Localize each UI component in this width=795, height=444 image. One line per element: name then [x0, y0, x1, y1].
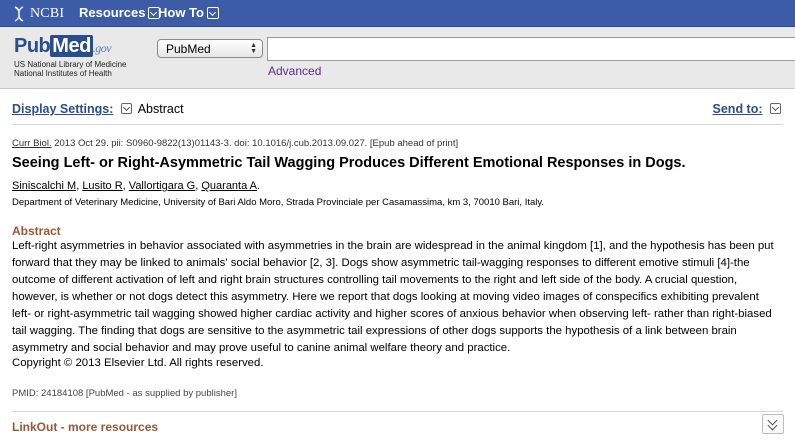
ncbi-logo-text: NCBI	[30, 5, 65, 21]
citation-line	[12, 138, 458, 149]
pubmed-logo[interactable]	[14, 35, 127, 78]
abstract-heading: Abstract	[12, 224, 61, 238]
ncbi-top-bar	[0, 0, 795, 27]
divider	[12, 411, 783, 412]
chevron-down-icon	[207, 7, 219, 19]
citation-details: 2013 Oct 29. pii: S0960-9822(13)01143-3. doi: 10.1016/j.cub.2013.09.027. [Epub ahead of print]	[51, 138, 459, 149]
advanced-search-link[interactable]: Advanced	[268, 64, 322, 78]
article-title: Seeing Left- or Right-Asymmetric Tail Wagging Produces Different Emotional Responses in Dogs.	[12, 155, 686, 171]
expand-toggle[interactable]	[762, 414, 784, 434]
logo-pub: Pub	[14, 35, 51, 57]
send-to-menu[interactable]	[713, 102, 784, 116]
nlm-text	[14, 60, 127, 78]
journal-link[interactable]: Curr Biol.	[12, 138, 52, 149]
updown-arrows-icon: ▲ ▼	[250, 42, 257, 55]
abstract-text: Left-right asymmetries in behavior associated with asymmetries in the brain are widespread in the animal kingdom [1], and the hypothesis has been put forward that they may be linked to animals' social behavior [2, 3]. Dogs show asymmetric tail-wagging responses to different emotive stimuli [4]-the outcome of different activation of left and right brain structures controlling tail movements to the right and left side of the body. A crucial question, however, is whether or not dogs detect this asymmetry. Here we report that dogs looking at moving video images of conspecifics exhibiting prevalent left- or right-asymmetric tail wagging showed higher cardiac activity and higher scores of anxious behavior when observing left- rather than right-biased tail wagging. The finding that dogs are sensitive to the asymmetric tail expressions of other dogs supports the hypothesis of a link between brain asymmetry and social behavior and may prove useful to canine animal welfare theory and practice.	[12, 240, 774, 354]
chevron-down-icon[interactable]	[770, 103, 781, 114]
logo-med: Med	[52, 35, 91, 57]
linkout-more: - more resources	[57, 420, 159, 434]
linkout-section[interactable]	[12, 420, 158, 434]
database-select-value: PubMed	[166, 42, 211, 56]
linkout-label: LinkOut	[12, 420, 58, 434]
chevron-down-icon[interactable]	[121, 103, 132, 114]
dna-helix-icon	[12, 6, 26, 22]
divider	[12, 124, 783, 125]
display-settings-link[interactable]: Display Settings:	[12, 102, 114, 116]
search-input[interactable]	[267, 37, 795, 61]
logo-gov: .gov	[92, 41, 112, 55]
author-link[interactable]: Quaranta A	[201, 180, 258, 192]
author-list: Siniscalchi M, Lusito R, Vallortigara G, Quaranta A.	[12, 180, 261, 192]
resources-label: Resources	[79, 5, 146, 20]
author-link[interactable]: Lusito R	[82, 180, 123, 192]
display-format-value: Abstract	[137, 102, 184, 116]
pmid-line: PMID: 24184108 [PubMed - as supplied by publisher]	[12, 388, 237, 399]
database-select[interactable]	[157, 39, 263, 58]
nlm-line-2: National Institutes of Health	[14, 69, 112, 78]
display-settings-row	[12, 102, 784, 120]
author-link[interactable]: Siniscalchi M	[12, 180, 77, 192]
ncbi-logo[interactable]	[12, 5, 64, 22]
copyright-notice: Copyright © 2013 Elsevier Ltd. All rights reserved.	[12, 357, 264, 369]
send-to-label[interactable]: Send to:	[712, 102, 763, 116]
pubmed-header	[0, 27, 795, 89]
double-chevron-down-icon	[768, 421, 778, 431]
author-link[interactable]: Vallortigara G	[128, 180, 196, 192]
affiliation: Department of Veterinary Medicine, University of Bari Aldo Moro, Strada Provinciale per Casamassima, km 3, 70010 Bari, Italy.	[12, 197, 545, 208]
howto-label: How To	[158, 5, 204, 20]
resources-menu[interactable]	[79, 5, 160, 20]
howto-menu[interactable]	[158, 5, 219, 20]
nlm-line-1: US National Library of Medicine	[14, 60, 127, 69]
